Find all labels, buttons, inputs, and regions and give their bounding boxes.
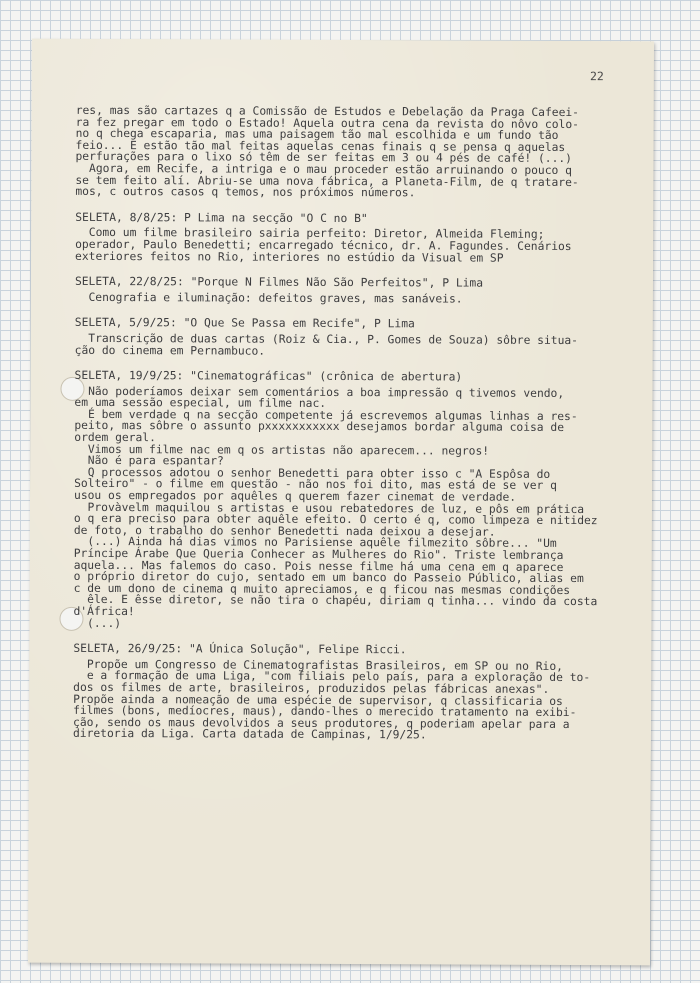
text-line: Propõe ainda a nomeação de uma espécie de supervisor, q classificaria os — [73, 692, 563, 708]
text-line: peito, mas sôbre o assunto pxxxxxxxxxxx desejamos bordar alguma coisa de — [74, 419, 565, 435]
text-block — [75, 292, 645, 306]
text-line: aquela... Mas falemos do caso. Pois nesse filme há uma cena em q aparece — [73, 558, 564, 574]
text-line: SELETA, 22/8/25: "Porque N Filmes Não São Perfeitos", P Lima — [74, 274, 484, 290]
text-line: Provàvelm maquilou s artistas e usou rebatedores de luz, e pôs em prática — [73, 500, 585, 516]
text-line: feio... E estão tão mal feitas aquelas cenas finais q se pensa q aquelas — [75, 138, 566, 154]
text-line: mos, c outros casos q temos, nos próximos números. — [75, 184, 416, 200]
entry-heading — [73, 643, 643, 657]
entry-heading — [75, 317, 645, 331]
text-line: Não poderíamos deixar sem comentários a boa impressão q tivemos vendo, — [74, 384, 565, 400]
text-line: (...) Ainda há dias vimos no Parisiense aquêle filmezito sôbre... "Um — [73, 535, 557, 551]
text-line: de foto, o trabalho do senhor Benedetti nada deixou a desejar. — [73, 523, 496, 539]
entry-heading — [75, 276, 645, 290]
page-number: 22 — [589, 69, 604, 84]
text-block — [75, 227, 645, 264]
text-line: SELETA, 5/9/25: "O Que Se Passa em Recife", P Lima — [74, 316, 415, 331]
text-line: Transcrição de duas cartas (Roiz & Cia., P. Gomes de Souza) sôbre situa- — [74, 331, 579, 347]
text-line: É bem verdade q na secção competente já escrevemos algumas linhas a res- — [74, 407, 578, 423]
text-block — [73, 386, 644, 632]
entry-heading — [75, 370, 645, 384]
text-block — [75, 333, 645, 359]
text-line: dos os filmes de arte, brasileiros, produzidos pelas fábricas anexas". — [73, 680, 550, 696]
text-line: SELETA, 8/8/25: P Lima na secção "O C no B" — [75, 210, 368, 225]
text-line: Vimos um filme nac em q os artistas não aparecem... negros! — [74, 442, 490, 458]
text-line: em uma sessão especial, um filme nac. — [74, 396, 327, 411]
document-body — [73, 105, 646, 742]
text-line: (...) — [73, 616, 122, 630]
text-line: SELETA, 26/9/25: "A Única Solução", Felipe Ricci. — [73, 641, 407, 657]
text-line: exteriores feitos no Rio, interiores no estúdio da Visual em SP — [75, 249, 504, 265]
text-line: usou os empregados por aquêles q querem fazer cinemat de verdade. — [73, 488, 517, 504]
text-line: Agora, em Recife, a intriga e o mau proceder estão arruinando o pouco q — [75, 161, 572, 177]
text-line: Príncipe Árabe Que Queria Conhecer as Mulheres do Rio". Triste lembrança — [73, 546, 564, 562]
text-line: êle. E êsse diretor, se não tira o chapéu, diriam q tinha... vindo da costa — [73, 593, 598, 609]
text-line: operador, Paulo Benedetti; encarregado técnico, dr. A. Fagundes. Cenários — [75, 237, 572, 253]
text-line: diretoria da Liga. Carta datada de Campinas, 1/9/25. — [72, 727, 427, 742]
text-line: res, mas são cartazes q a Comissão de Estudos e Debelação da Praga Cafeei- — [75, 103, 580, 120]
text-line: no q chega escaparia, mas uma paisagem tão mal escolhida e um fundo tão — [75, 127, 559, 143]
typewritten-page — [28, 39, 654, 966]
text-line: Solteiro" - o filme em questão - não nos foi dito, mas está de se ver q — [74, 477, 558, 493]
text-line: perfurações para o lixo só têm de ser feitas em 3 ou 4 pés de café! (...) — [75, 150, 573, 166]
text-line: Como um filme brasileiro sairia perfeito: Diretor, Almeida Fleming; — [75, 226, 545, 242]
text-block — [73, 659, 643, 743]
text-block — [75, 105, 645, 200]
text-line: ção do cinema em Pernambuco. — [74, 343, 266, 358]
text-line: c de um dono de cinema q muito apreciamos, e q ficou nas mesmas condições — [73, 581, 571, 597]
text-line: ordem geral. — [74, 430, 156, 445]
text-line: filmes (bons, medíocres, maus), dando-lhes o merecido tratamento na exibi- — [73, 703, 577, 720]
text-line: SELETA, 19/9/25: "Cinematográficas" (crônica de abertura) — [74, 368, 463, 384]
text-line: Não é para espantar? — [74, 454, 224, 468]
text-line: o próprio diretor do cujo, sentado em um banco do Passeio Público, alias em — [73, 570, 584, 586]
text-line: ção, sendo os maus devolvidos a seus produtores, q poderiam apelar para a — [73, 715, 570, 731]
text-line: e a formação de uma Liga, "com filiais pelo país, para a exploração de to- — [73, 669, 591, 685]
entry-heading — [75, 212, 645, 226]
text-line: Propõe um Congresso de Cinematografistas Brasileiros, em SP ou no Rio, — [73, 657, 564, 673]
text-line: se tem feito alí. Abriu-se uma nova fábrica, a Planeta-Film, de q tratare- — [75, 173, 579, 189]
text-line: Q processos adotou o senhor Benedetti para obter isso c "A Espôsa do — [74, 465, 551, 481]
text-line: ra fez pregar em todo o Estado! Aquela outra cena da revista do nôvo colo- — [75, 115, 579, 131]
text-line: Cenografia e iluminação: defeitos graves, mas sanáveis. — [74, 290, 463, 306]
text-line: d'África! — [73, 604, 135, 619]
text-line: o q era preciso para obter aquêle efeito. O certo é q, como limpeza e nitidez — [73, 512, 598, 528]
